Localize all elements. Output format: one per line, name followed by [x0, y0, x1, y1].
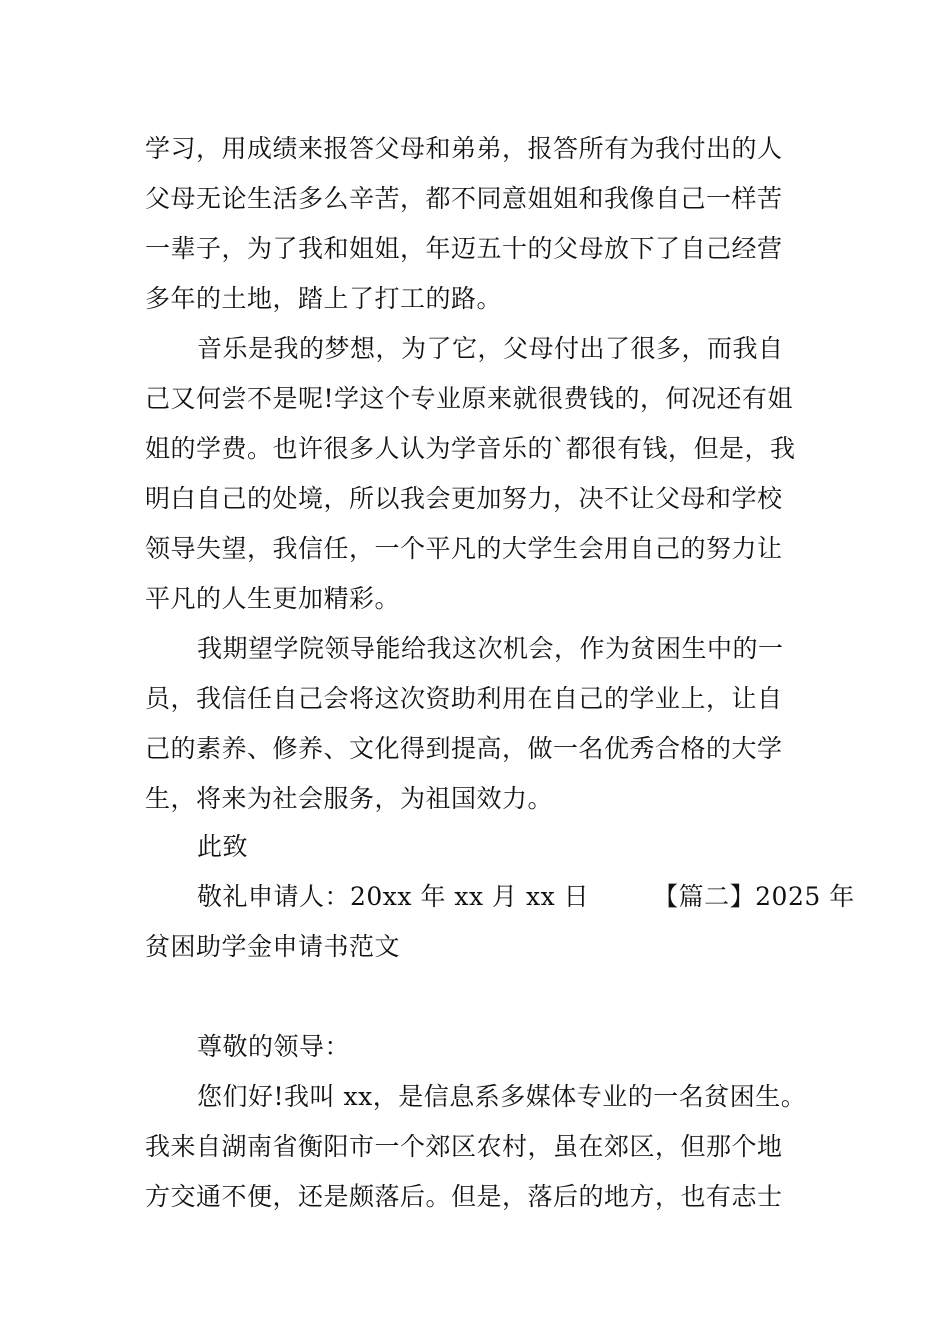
text-line: 平凡的人生更加精彩。	[145, 584, 401, 613]
signature-line: 敬礼申请人：20xx 年 xx 月 xx 日 【篇二】2025 年	[197, 882, 855, 911]
greeting: 尊敬的领导：	[197, 1032, 351, 1061]
text-line: 多年的土地，踏上了打工的路。	[145, 284, 503, 313]
text-line: 明白自己的处境，所以我会更加努力，决不让父母和学校	[145, 484, 783, 513]
text-line: 员，我信任自己会将这次资助利用在自己的学业上，让自	[145, 684, 783, 713]
text-line: 生，将来为社会服务，为祖国效力。	[145, 784, 554, 813]
section-title: 贫困助学金申请书范文	[145, 932, 401, 961]
text-line: 一辈子，为了我和姐姐，年迈五十的父母放下了自己经营	[145, 234, 783, 263]
text-line: 学习，用成绩来报答父母和弟弟，报答所有为我付出的人	[145, 134, 783, 163]
text-line: 音乐是我的梦想，为了它，父母付出了很多，而我自	[197, 334, 784, 363]
text-line: 己又何尝不是呢!学这个专业原来就很费钱的，何况还有姐	[145, 384, 794, 413]
text-line: 姐的学费。也许很多人认为学音乐的`都很有钱，但是，我	[145, 434, 796, 463]
text-line: 父母无论生活多么辛苦，都不同意姐姐和我像自己一样苦	[145, 184, 783, 213]
text-line: 我来自湖南省衡阳市一个郊区农村，虽在郊区，但那个地	[145, 1132, 783, 1161]
text-line: 己的素养、修养、文化得到提高，做一名优秀合格的大学	[145, 734, 783, 763]
closing-salutation: 此致	[197, 832, 249, 861]
text-line: 方交通不便，还是颇落后。但是，落后的地方，也有志士	[145, 1182, 783, 1211]
text-line: 您们好!我叫 xx，是信息系多媒体专业的一名贫困生。	[197, 1082, 807, 1111]
text-line: 我期望学院领导能给我这次机会，作为贫困生中的一	[197, 634, 784, 663]
text-line: 领导失望，我信任，一个平凡的大学生会用自己的努力让	[145, 534, 783, 563]
